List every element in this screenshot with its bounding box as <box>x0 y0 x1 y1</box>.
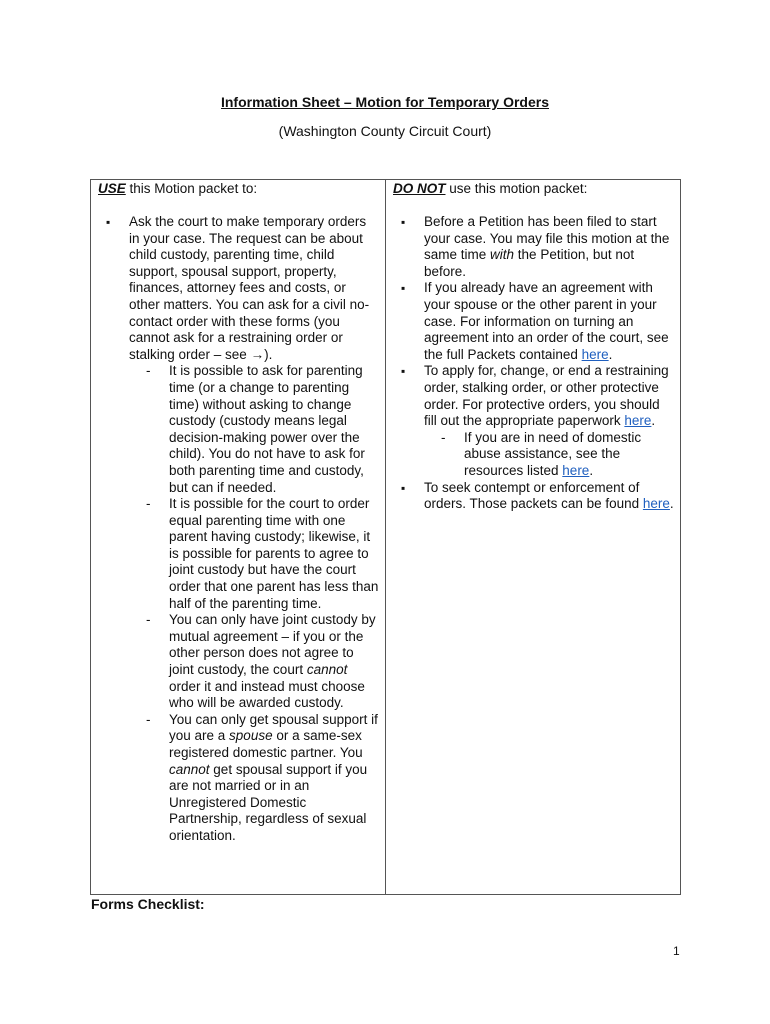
use-list <box>98 214 379 845</box>
page-number: 1 <box>673 944 680 958</box>
protective-order-link[interactable]: here <box>624 413 652 429</box>
use-column <box>91 180 386 894</box>
sub-list-item: - If you are in need of domestic abuse assistance, see the resources listed here. <box>424 430 674 480</box>
do-not-column <box>386 180 680 894</box>
use-sublist <box>129 363 379 844</box>
contempt-packets-link[interactable]: here <box>642 496 670 512</box>
list-item: ▪ Ask the court to make temporary orders in your case. The request can be about child custody, parenting time, child support, spousal support, property, finances, attorney fees and costs, or other matters. You can ask for a civil no-contact order with these forms (you cannot ask for a restraining order or stalking order – see →). - It is possible to ask for parenting time (or a change to parenting time) without asking to change custody (custody means legal decision-making power over the child). You do not have to ask for both parenting time and custody, but can if needed. - It is possible for the court to order equal parenting time with one parent having custody; likewise, it is possible for parents to agree to joint custody but have the court order that one parent has less than half of the parenting time. - You can only have joint custody by mutual agreement – if you or the other person does not agree to joint custody, the court cannot order it and instead must choose who will be awarded custody. - You can only get spousal support if you are a spouse or a same-sex registered domestic partner. You cannot get spousal support if you are not married or in an Unregistered Domestic Partnership, regardless of sexual orientation. <box>98 214 379 845</box>
list-item: ▪ To apply for, change, or end a restraining order, stalking order, or other protective order. For protective orders, you should fill out the appropriate paperwork here. - If you are in need of domestic abuse assistance, see the resources listed here. <box>393 363 674 479</box>
resources-link[interactable]: here <box>562 462 590 478</box>
document-title: Information Sheet – Motion for Temporary Orders <box>220 94 549 110</box>
sub-list-item: - You can only get spousal support if you are a spouse or a same-sex registered domestic partner. You cannot get spousal support if you are not married or in an Unregistered Domestic Partnership, regardless of sexual orientation. <box>129 712 379 845</box>
sub-list-item: - It is possible to ask for parenting time (or a change to parenting time) without asking to change custody (custody means legal decision-making power over the child). You do not have to ask for both parenting time and custody, but can if needed. <box>129 363 379 496</box>
do-not-sublist <box>424 430 674 480</box>
do-not-column-header: DO NOT use this motion packet: <box>393 181 588 196</box>
do-not-list <box>393 214 674 513</box>
sub-list-item: - It is possible for the court to order equal parenting time with one parent having custody; likewise, it is possible for parents to agree to joint custody but have the court order that one parent has less than half of the parenting time. <box>129 496 379 612</box>
arrow-right-icon: → <box>250 346 265 362</box>
info-table <box>90 179 681 895</box>
list-item: ▪ If you already have an agreement with your spouse or the other parent in your case. For information on turning an agreement into an order of the court, see the full Packets contained here. <box>393 280 674 363</box>
list-item: ▪ To seek contempt or enforcement of orders. Those packets can be found here. <box>393 480 674 513</box>
packets-link[interactable]: here <box>581 346 609 362</box>
forms-checklist-heading: Forms Checklist: <box>91 896 205 912</box>
do-not-label: DO NOT <box>393 181 446 196</box>
use-column-header: USE this Motion packet to: <box>98 181 258 196</box>
list-item: ▪ Before a Petition has been filed to start your case. You may file this motion at the same time with the Petition, but not before. <box>393 214 674 280</box>
sub-list-item: - You can only have joint custody by mutual agreement – if you or the other person does not agree to joint custody, the court cannot order it and instead must choose who will be awarded custody. <box>129 612 379 712</box>
use-label: USE <box>98 181 126 196</box>
document-subtitle: (Washington County Circuit Court) <box>278 123 492 139</box>
